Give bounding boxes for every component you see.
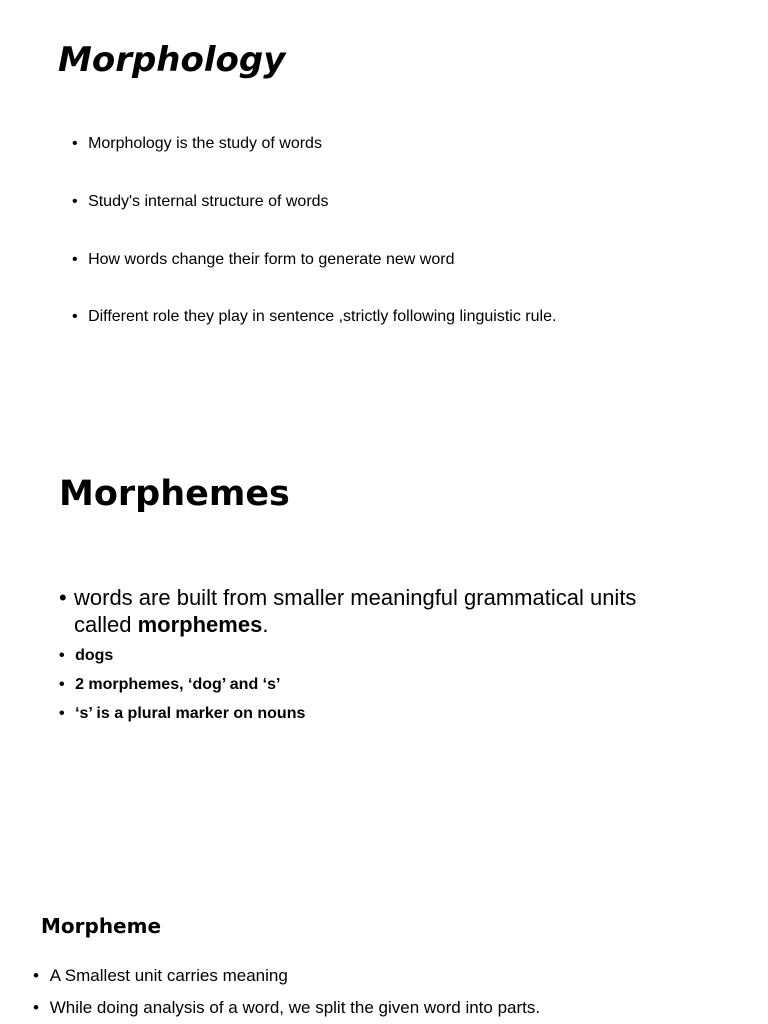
bullet-item — [33, 966, 288, 986]
bullet-text: While doing analysis of a word, we split the given word into parts. — [49, 998, 541, 1017]
main-bullet — [59, 584, 636, 638]
bullet-item — [72, 135, 322, 153]
bullet-item — [33, 998, 540, 1018]
bullet-dot-icon: • — [72, 193, 78, 210]
bullet-text: ‘s’ is a plural marker on nouns — [75, 705, 306, 722]
bullet-dot-icon: • — [33, 998, 39, 1017]
bullet-text: dogs — [75, 647, 114, 664]
slide-title: Morpheme — [41, 914, 162, 938]
bullet-text: Morphology is the study of words — [88, 135, 322, 152]
bullet-dot-icon: • — [33, 966, 39, 985]
sub-bullet-item — [59, 676, 280, 694]
bullet-text: A Smallest unit carries meaning — [49, 966, 288, 985]
bullet-dot-icon: • — [59, 705, 65, 722]
sub-bullet-item — [59, 647, 113, 665]
slide-title: Morphemes — [59, 474, 290, 514]
main-bullet-line1: words are built from smaller meaningful grammatical units — [74, 585, 637, 610]
bullet-text: Different role they play in sentence ,strictly following linguistic rule. — [88, 308, 557, 325]
bullet-item — [72, 251, 454, 269]
bullet-dot-icon: • — [72, 135, 78, 152]
bullet-dot-icon: • — [59, 585, 67, 610]
bullet-dot-icon: • — [59, 647, 65, 664]
bullet-text: 2 morphemes, ‘dog’ and ‘s’ — [75, 676, 281, 693]
bullet-text: How words change their form to generate new word — [88, 251, 455, 268]
bullet-dot-icon: • — [59, 676, 65, 693]
slide-title: Morphology — [58, 40, 286, 80]
bullet-dot-icon: • — [72, 251, 78, 268]
main-bullet-line2: called morphemes. — [74, 612, 269, 637]
term-morphemes: morphemes — [137, 612, 263, 637]
bullet-item — [72, 193, 329, 211]
bullet-text: Study's internal structure of words — [88, 193, 329, 210]
sub-bullet-item — [59, 705, 305, 723]
bullet-dot-icon: • — [72, 308, 78, 325]
bullet-item — [72, 308, 556, 326]
